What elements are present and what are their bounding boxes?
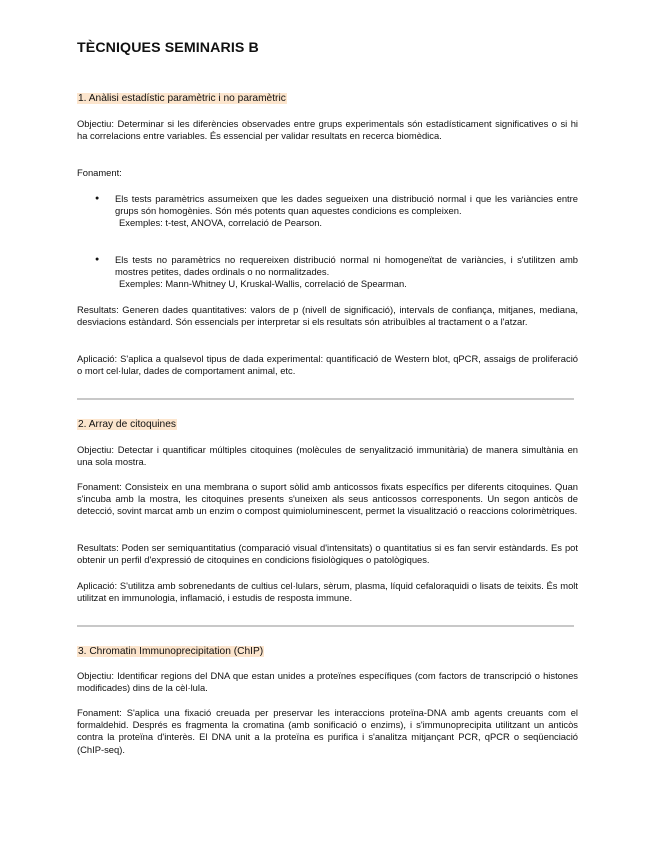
section-2-application [77, 580, 578, 604]
section-2-objective-text: Objectiu: Detectar i quantificar múltiples citoquines (molècules de senyalització immunitària) de manera simultània en una sola mostra. [77, 444, 578, 468]
bullet-2-text: Els tests no paramètrics no requereixen distribució normal ni homogeneïtat de variàncies, i s'utilitzen amb mostres petites, dades ordinals o no normalitzades. [115, 254, 578, 278]
section-2-application-text: Aplicació: S'utilitza amb sobrenedants de cultius cel·lulars, sèrum, plasma, líquid cefaloraquidi o lisats de teixits. És molt utilitzat en immunologia, inflamació, i estudis de resposta immune. [77, 580, 578, 604]
section-2-heading [77, 418, 177, 431]
bullet-1-text: Els tests paramètrics assumeixen que les dades segueixen una distribució normal i que les variàncies entre grups són homogènies. Són més potents quan aquestes condicions es compleixen. [115, 193, 578, 217]
bullet-list [77, 193, 578, 230]
section-3-fonament [77, 707, 578, 756]
bullet-list [77, 254, 578, 291]
page-title: TÈCNIQUES SEMINARIS B [77, 40, 259, 56]
section-2-objective [77, 444, 578, 468]
section-3-objective-text: Objectiu: Identificar regions del DNA que estan unides a proteïnes específiques (com factors de transcripció o histones modificades) dins de la cèl·lula. [77, 670, 578, 694]
section-divider [77, 625, 574, 627]
section-3-heading [77, 645, 264, 658]
section-1-heading-text: 1. Anàlisi estadístic paramètric i no paramètric [78, 93, 286, 104]
section-2-fonament [77, 481, 578, 518]
section-1-objective-text: Objectiu: Determinar si les diferències observades entre grups experimentals són estadísticament significatives o si hi ha correlacions entre variables. És essencial per validar resultats en recerca biomèdica. [77, 118, 578, 142]
section-1-results [77, 304, 578, 328]
section-1-heading [77, 92, 287, 105]
section-1-objective [77, 118, 578, 142]
section-3-objective [77, 670, 578, 694]
section-2-results-text: Resultats: Poden ser semiquantitatius (comparació visual d'intensitats) o quantitatius si es fan servir estàndards. Es pot obtenir un perfil d'expressió de citoquines en condicions fisiològiques o patològiques. [77, 542, 578, 566]
section-1-results-text: Resultats: Generen dades quantitatives: valors de p (nivell de significació), intervals de confiança, mitjanes, mediana, desviacions estàndard. Són essencials per interpretar si els resultats són atribuïbles al tractament o a l'atzar. [77, 304, 578, 328]
section-1-application-text: Aplicació: S'aplica a qualsevol tipus de dada experimental: quantificació de Western blot, qPCR, assaigs de proliferació o mort cel·lular, dades de comportament animal, etc. [77, 353, 578, 377]
bullet-2-example: Exemples: Mann-Whitney U, Kruskal-Wallis, correlació de Spearman. [119, 278, 407, 290]
section-1-bullets-2 [77, 254, 578, 291]
section-3-heading-text: 3. Chromatin Immunoprecipitation (ChIP) [78, 646, 264, 657]
section-1-fonament-label [77, 167, 578, 179]
section-2-fonament-text: Fonament: Consisteix en una membrana o suport sòlid amb anticossos fixats específics per diferents citoquines. Quan s'incuba amb la mostra, les citoquines presents s'uneixen als seus anticossos corresponents. Un segon anticòs de detecció, sovint marcat amb un enzim o compost quimioluminescent, permet la visualització o reaccions colorimètriques. [77, 481, 578, 517]
section-2-results [77, 542, 578, 566]
section-2-heading-text: 2. Array de citoquines [78, 419, 176, 430]
section-1-application [77, 353, 578, 377]
list-item [115, 193, 578, 230]
bullet-1-example: Exemples: t-test, ANOVA, correlació de Pearson. [119, 217, 323, 229]
list-item [115, 254, 578, 291]
section-divider [77, 398, 574, 400]
section-3-fonament-text: Fonament: S'aplica una fixació creuada per preservar les interaccions proteïna-DNA amb agents creuants com el formaldehid. Després es fragmenta la cromatina (amb sonificació o enzims), i s'immunoprecipita utilitzant un anticòs contra la proteïna d'interès. El DNA unit a la proteïna es purifica i s'analitza mitjançant PCR, qPCR o seqüenciació (ChIP-seq). [77, 707, 578, 755]
section-1-fonament-label-text: Fonament: [77, 167, 122, 178]
section-1-bullets [77, 193, 578, 230]
